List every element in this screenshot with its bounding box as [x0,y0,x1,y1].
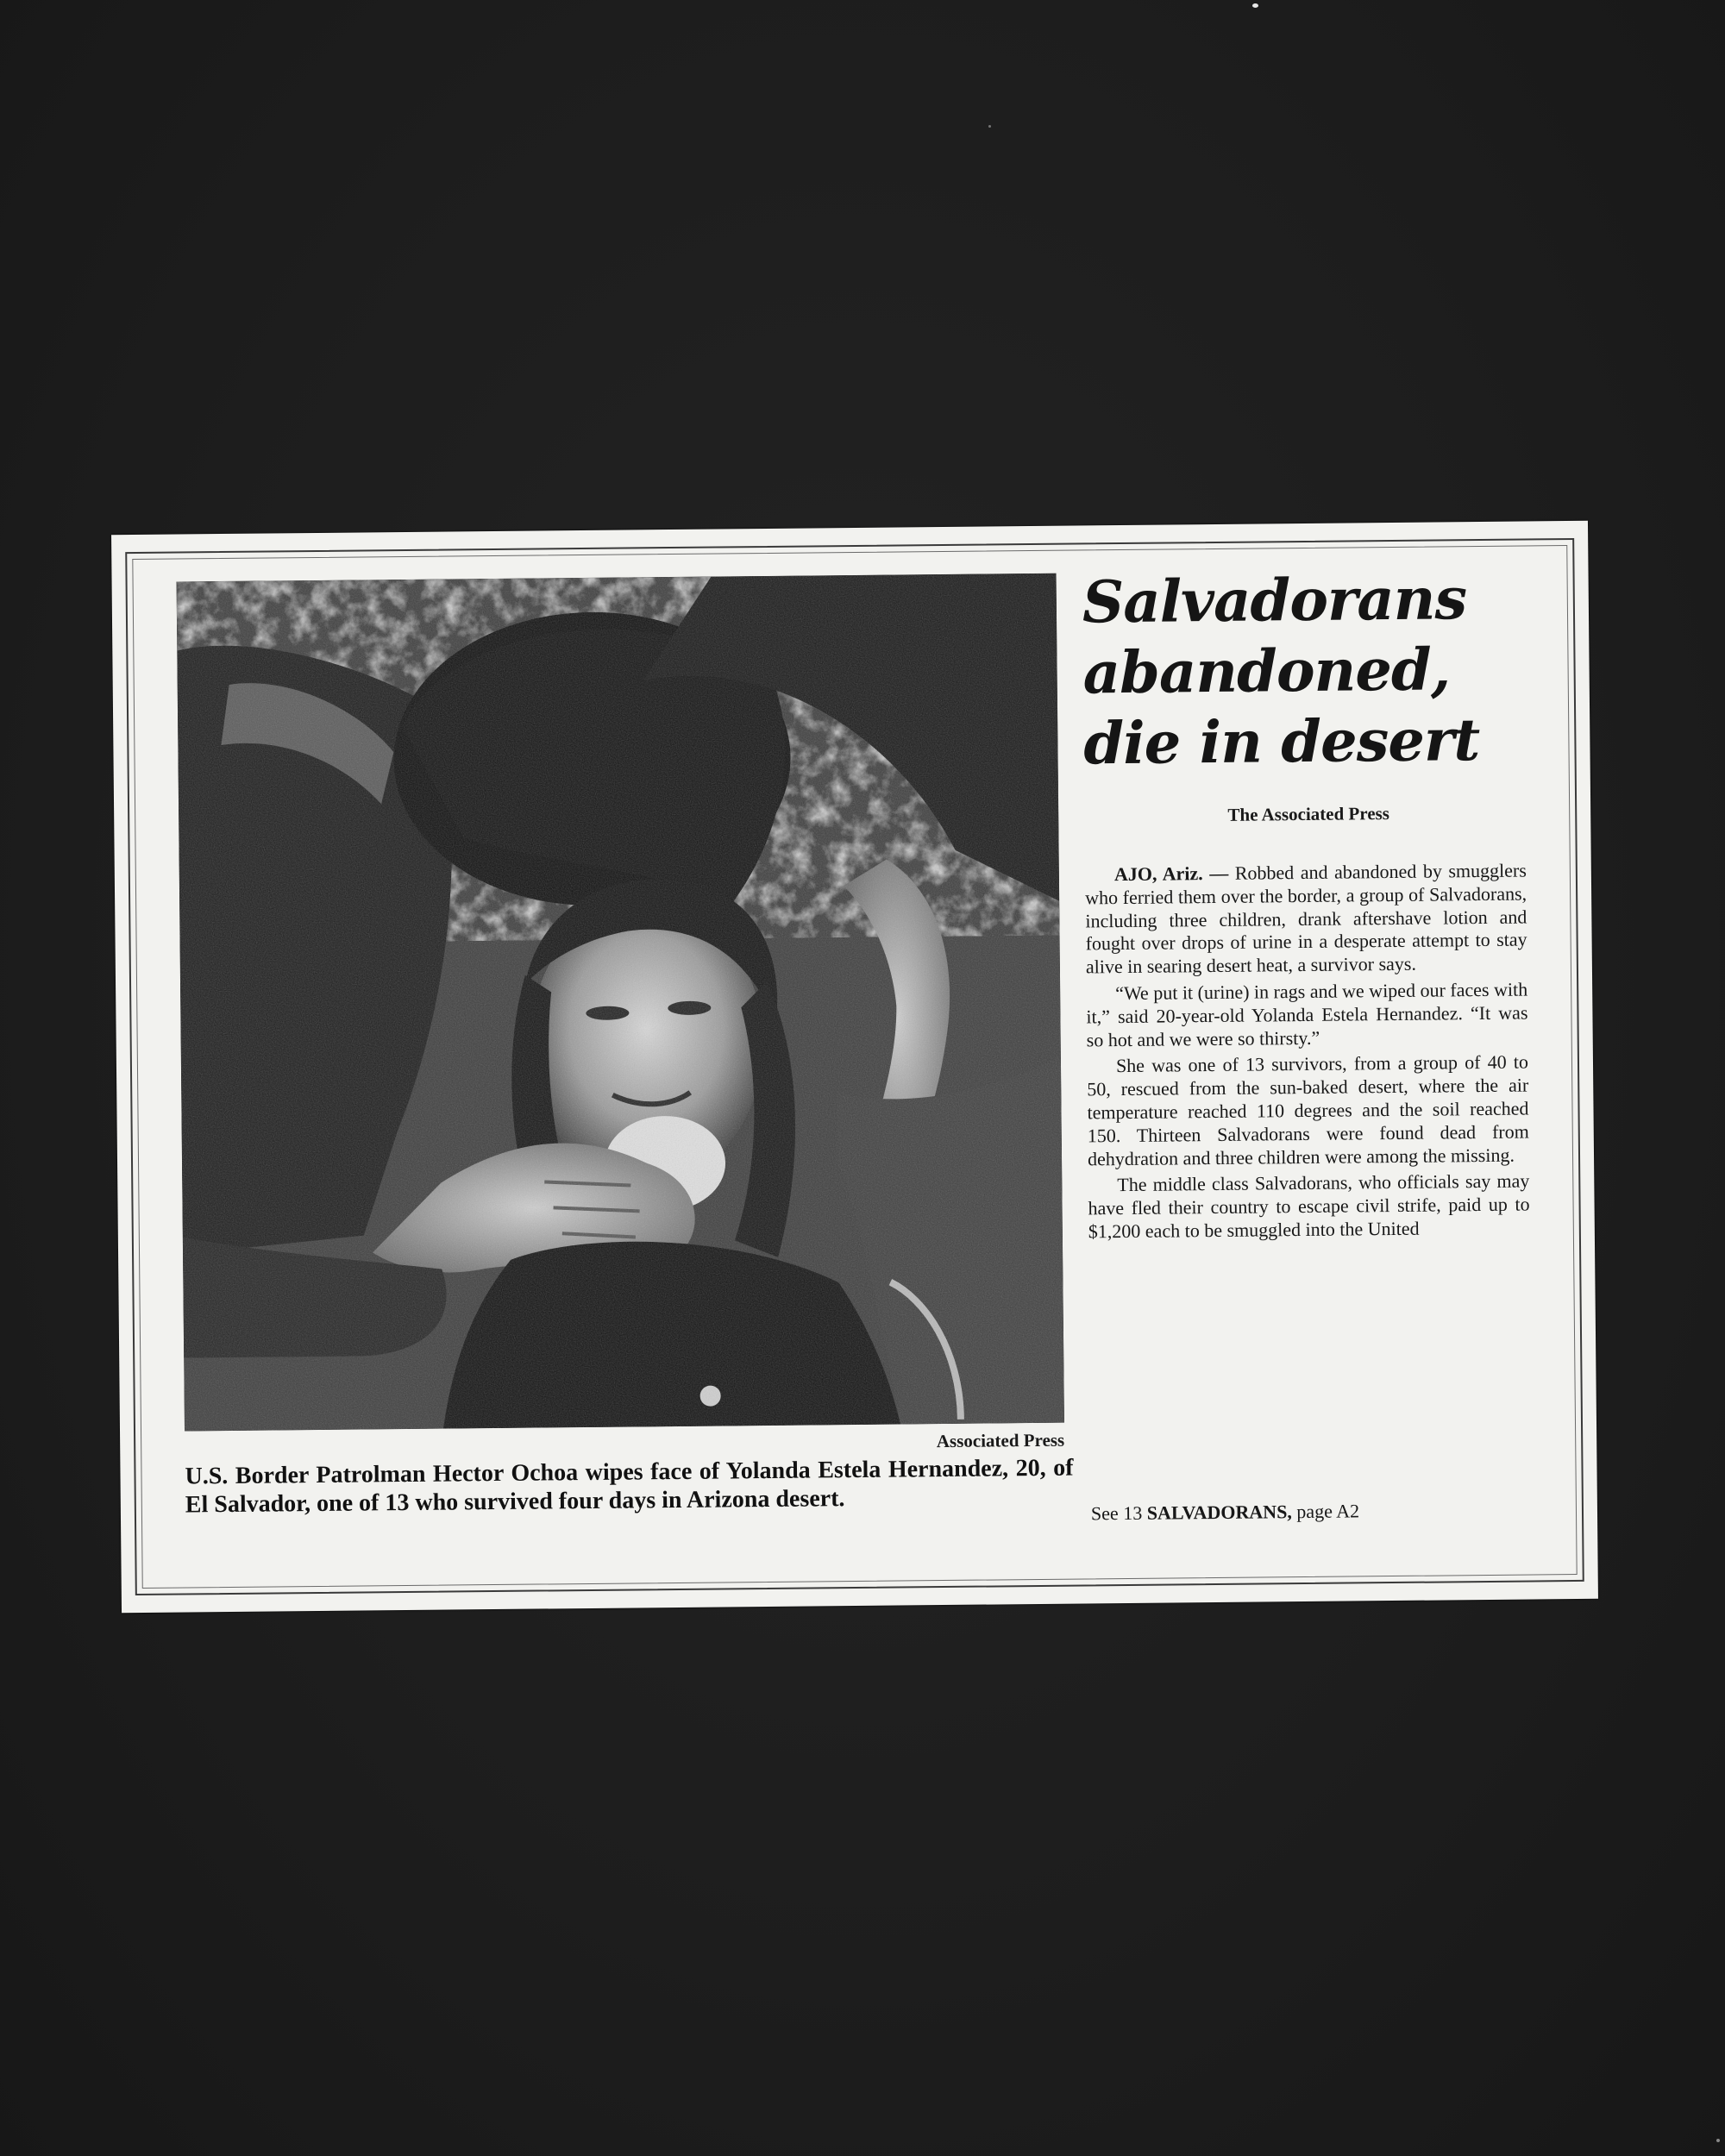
dust-speck [988,125,991,128]
article-body [1085,860,1530,1248]
article-paragraph: The middle class Salvadorans, who officials say may have fled their country to escape civil strife, paid up to $1,200 each to be smuggled into the United [1088,1169,1530,1243]
newspaper-clipping [111,521,1598,1613]
jump-prefix: See 13 [1090,1501,1147,1525]
dust-speck [1716,2139,1720,2142]
paragraph-text: Robbed and abandoned by smugglers who ferried them over the border, a group of Salvadorans, including three children, drank aftershave lotion and fought over drops of urine in a desperate attempt to stay alive in searing desert heat, a survivor says. [1085,859,1527,978]
headline-line: Salvadorans [1082,564,1467,636]
headline-line: die in desert [1083,705,1480,778]
photo-caption: U.S. Border Patrolman Hector Ochoa wipes face of Yolanda Estela Hernandez, 20, of El Salvador, one of 13 who survived four days in Arizona desert. [185,1454,1074,1519]
jump-target: SALVADORANS, [1146,1501,1292,1524]
dateline: AJO, Ariz. — [1113,862,1229,886]
news-photo [177,573,1064,1432]
jump-suffix: page A2 [1291,1500,1360,1523]
photo-image [177,573,1064,1432]
article-headline [1082,562,1532,779]
dust-speck [1252,3,1258,8]
article-paragraph [1085,860,1527,980]
headline-line: abandoned, [1082,635,1451,707]
continuation-line [1091,1498,1540,1525]
byline: The Associated Press [1227,803,1390,825]
article-paragraph: “We put it (urine) in rags and we wiped our faces with it,” said 20-year-old Yolanda Estela Hernandez. “It was so hot and we were so thirsty.” [1086,978,1528,1050]
article-paragraph: She was one of 13 survivors, from a group of 40 to 50, rescued from the sun-baked desert, where the air temperature reached 110 degrees and the soil reached 150. Thirteen Salvadorans were found dead from dehydration and three children were among the missing. [1087,1050,1529,1169]
photo-credit: Associated Press [936,1429,1065,1452]
